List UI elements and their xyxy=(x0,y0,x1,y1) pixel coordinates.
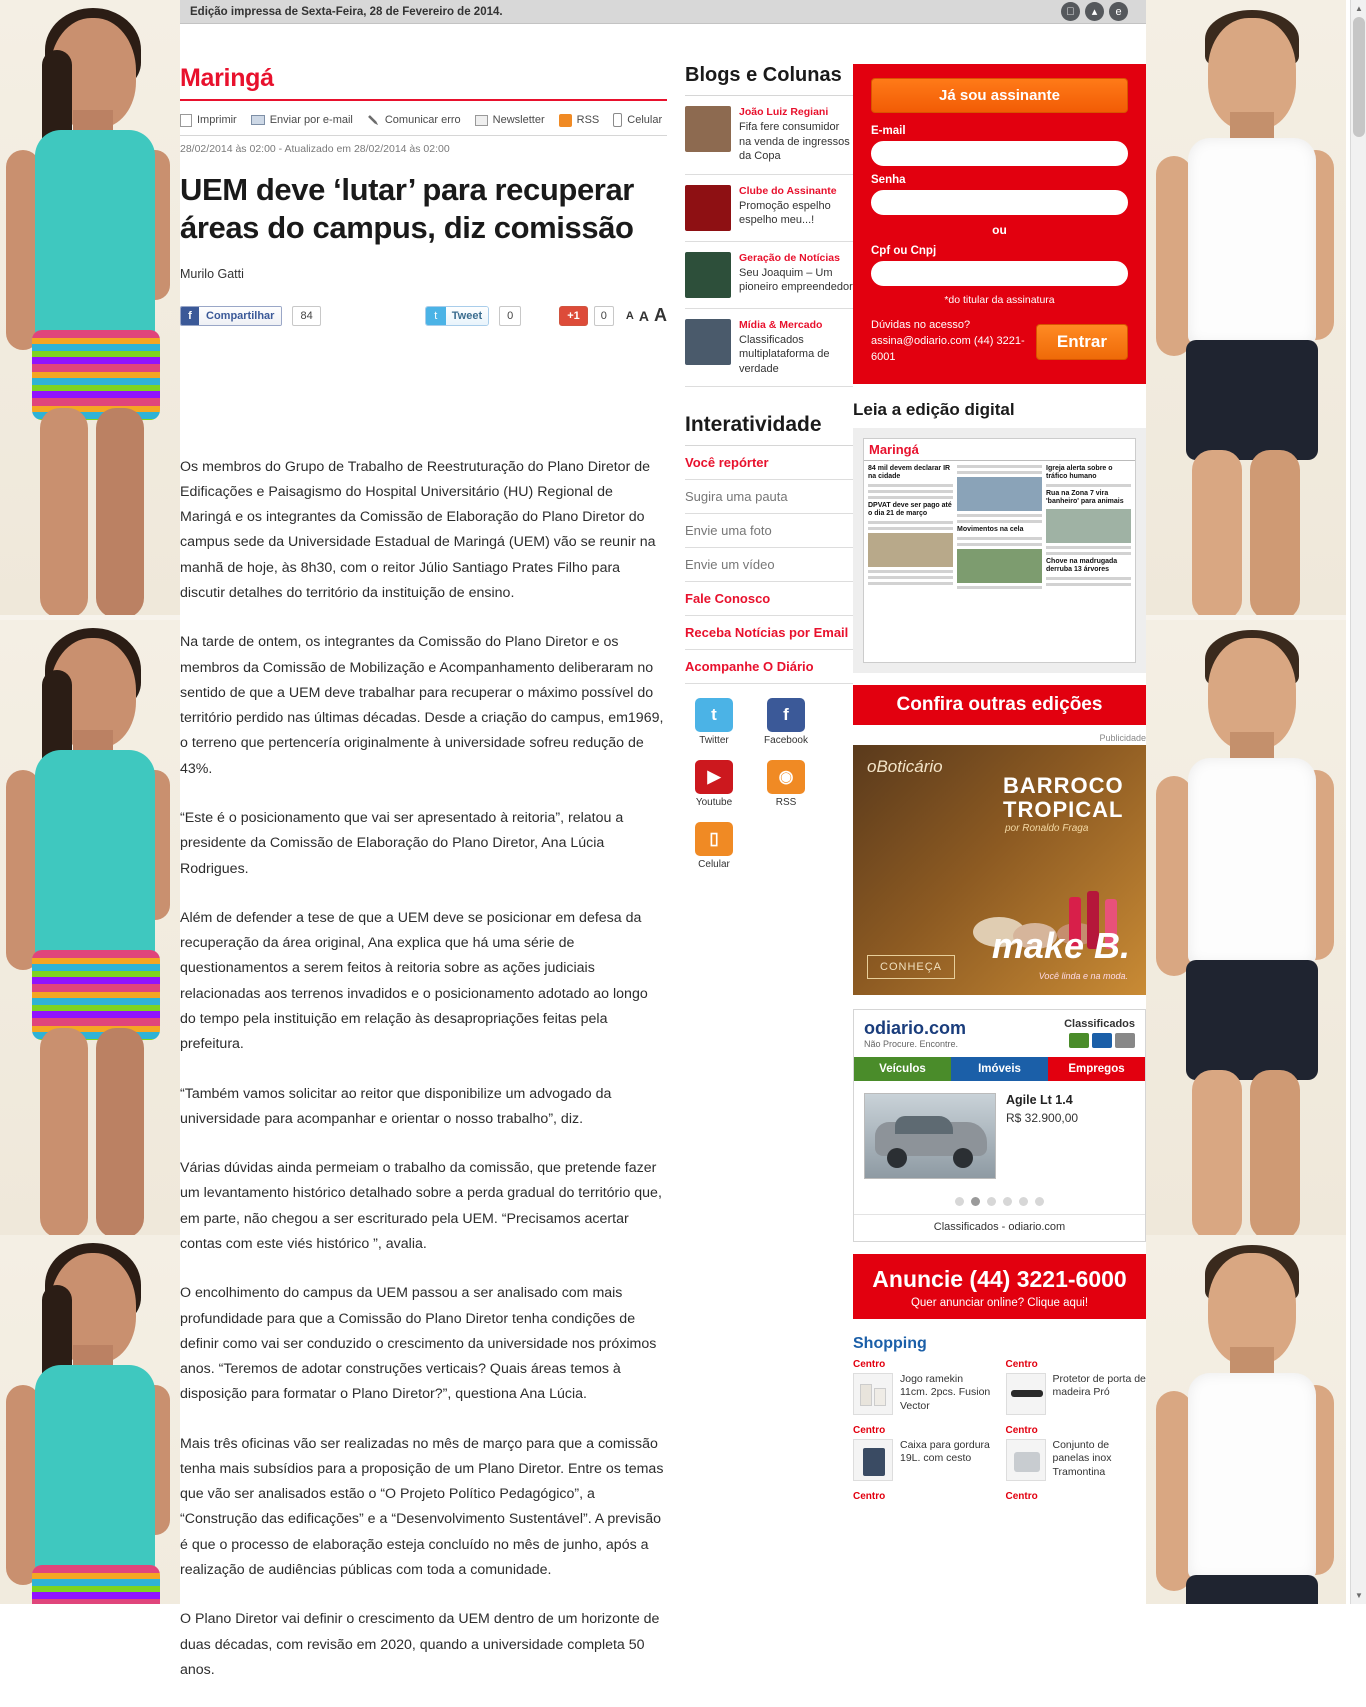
article-column xyxy=(180,24,685,1707)
social-label: Celular xyxy=(698,859,730,871)
tab-imoveis[interactable]: Imóveis xyxy=(951,1057,1048,1081)
sidebar-middle xyxy=(685,24,853,1707)
senha-label: Senha xyxy=(871,174,906,186)
article-paragraph: Na tarde de ontem, os integrantes da Comissão do Plano Diretor e os membros da Comissão de Mobilização e Acompanhamento deliberaram no sentido de que a UEM deve trabalhar para recuperar o máximo possível do território perdido nas últimas décadas. Desde a criação do campus, em1969, o terreno que pertencería originalmente à universidade sofreu redução de 43%. xyxy=(180,634,664,777)
article-paragraph: Mais três oficinas vão ser realizadas no mês de março para que a comissão tenha mais subsídios para a proposição de um Plano Diretor. Entre os temas que vão ser analisados estão o “O Projeto Político Pedagógico”, a “Construção das edificações” e a “Desenvolvimento Sustentável”. A previsão é que o processo de elaboração esteja concluído no mês de junho, após a realização de audiências públicas com toda a comunidade. xyxy=(180,1435,664,1579)
twitter-icon: t xyxy=(426,306,446,326)
blog-description: Seu Joaquim – Um pioneiro empreendedor xyxy=(739,266,853,294)
product-name: Conjunto de panelas inox Tramontina xyxy=(1052,1438,1112,1479)
email-label: E-mail xyxy=(871,125,906,137)
odiario-logo xyxy=(864,1018,966,1039)
youtube-icon: ▶ xyxy=(695,760,733,794)
shopping-cell[interactable] xyxy=(1006,1425,1147,1481)
anuncie-banner[interactable] xyxy=(853,1254,1146,1319)
link-receba-noticias[interactable]: Receba Notícias por Email xyxy=(685,616,853,650)
mobile-tool[interactable] xyxy=(613,113,662,127)
article-paragraph: Os membros do Grupo de Trabalho de Reestruturação do Plano Diretor de Edificações e Paisagismo do Hospital Universitário (HU) Regional de Maringá e os integrantes da Comissão de Elaboração do Plano Diretor do campus sede da Universidade Estadual de Maringá (UEM) vão se reunir na manhã de hoje, às 8h30, com o reitor Júlio Santiago Prates Filho para discutir detalhes do território da instituição de ensino. xyxy=(180,458,656,602)
car-icon xyxy=(1069,1033,1089,1048)
list-item[interactable] xyxy=(685,96,853,175)
sidebar-right xyxy=(853,24,1146,1707)
shopping-city: Centro xyxy=(853,1358,886,1370)
link-envie-foto[interactable]: Envie uma foto xyxy=(685,514,853,548)
apple-icon[interactable] xyxy=(1061,2,1080,21)
newspaper-headline: Igreja alerta sobre o tráfico humano xyxy=(1046,464,1113,480)
shopping-cell[interactable] xyxy=(1006,1359,1147,1415)
odiario-slogan: Não Procure. Encontre. xyxy=(864,1038,959,1049)
font-size-medium-button[interactable]: A xyxy=(638,307,649,324)
digital-edition-title: Leia a edição digital xyxy=(853,399,1015,419)
cpf-field[interactable] xyxy=(871,261,1128,286)
top-bar xyxy=(180,0,1146,24)
printer-icon xyxy=(180,114,192,127)
report-error-label: Comunicar erro xyxy=(384,114,461,126)
classificados-footer-link[interactable]: Classificados - odiario.com xyxy=(854,1214,1145,1241)
print-tool[interactable] xyxy=(180,114,237,127)
blog-thumbnail xyxy=(685,106,731,152)
email-field[interactable] xyxy=(871,141,1128,166)
page-content xyxy=(180,0,1146,1678)
section-title: Maringá xyxy=(180,64,274,92)
ad-line-3: por Ronaldo Fraga xyxy=(1005,822,1089,834)
article-body xyxy=(180,345,667,1684)
boticario-logo: oBoticário xyxy=(867,756,943,776)
social-label: Twitter xyxy=(699,735,729,747)
newspaper-headline: 84 mil devem declarar IR na cidade xyxy=(868,464,951,480)
email-tool[interactable] xyxy=(251,114,353,126)
article-paragraph: Várias dúvidas ainda permeiam o trabalho da comissão, que pretende fazer um levantamento histórico detalhado sobre a perda gradual do território que, em parte, não chegou a ser escriturado pela UEM. “Precisamos acertar contas com este viés histórico ”, avalia. xyxy=(180,1160,662,1252)
interatividade-title: Interatividade xyxy=(685,413,822,437)
social-twitter[interactable] xyxy=(685,698,743,746)
article-dateline: 28/02/2014 às 02:00 - Atualizado em 28/02/2014 às 02:00 xyxy=(180,143,450,155)
newsletter-label: Newsletter xyxy=(492,114,545,126)
pencil-icon xyxy=(364,111,382,129)
shopping-city: Centro xyxy=(853,1424,886,1436)
blog-author: Geração de Notícias xyxy=(739,251,840,264)
blog-description: Fifa fere consumidor na venda de ingressos da Copa xyxy=(739,121,850,163)
newspaper-headline: DPVAT deve ser pago até o dia 21 de março xyxy=(868,501,952,517)
social-rss[interactable] xyxy=(757,760,815,808)
classificados-tabs xyxy=(854,1057,1145,1081)
rss-label: RSS xyxy=(576,114,600,126)
blog-thumbnail xyxy=(685,252,731,298)
share-row xyxy=(180,305,667,327)
article-paragraph: O Plano Diretor vai definir o crescimento da UEM dentro de um horizonte de duas décadas, com revisão em 2020, quando a universidade completa 50 anos. xyxy=(180,1611,660,1678)
shopping-cell[interactable] xyxy=(853,1491,994,1505)
social-label: RSS xyxy=(775,797,797,809)
scroll-down-arrow[interactable]: ▼ xyxy=(1351,1587,1366,1604)
product-name: Caixa para gordura 19L. com cesto xyxy=(900,1438,990,1465)
blog-description: Promoção espelho espelho meu...! xyxy=(739,199,831,227)
product-name: Jogo ramekin 11cm. 2pcs. Fusion Vector xyxy=(900,1372,991,1413)
mobile-label: Celular xyxy=(627,114,663,126)
mobile-icon: ▯ xyxy=(695,822,733,856)
shopping-title: Shopping xyxy=(853,1334,927,1352)
carousel-dots xyxy=(854,1191,1145,1214)
facebook-share-label: Compartilhar xyxy=(199,306,281,326)
rss-icon xyxy=(559,114,572,127)
classified-car-photo[interactable] xyxy=(864,1093,996,1179)
tweet-count: 0 xyxy=(499,306,521,326)
link-envie-video[interactable]: Envie um vídeo xyxy=(685,548,853,582)
carousel-dot[interactable] xyxy=(971,1197,980,1206)
link-voce-reporter[interactable]: Você repórter xyxy=(685,446,853,480)
font-size-large-button[interactable]: A xyxy=(654,305,667,326)
social-youtube[interactable] xyxy=(685,760,743,808)
tab-empregos[interactable]: Empregos xyxy=(1048,1057,1145,1081)
edition-date-text: Edição impressa de Sexta-Feira, 28 de Fevereiro de 2014. xyxy=(190,5,503,18)
article-paragraph: O encolhimento do campus da UEM passou a ser analisado com mais profundidade para que a Comissão do Plano Diretor tenha condições de definir como vai ser conduzido o crescimento da universidade nos próximos anos. “Teremos de adotar construções verticais? Quais áreas temos à disposição para formatar o Plano Diretor?”, questiona Ana Lúcia. xyxy=(180,1285,657,1403)
article-paragraph: “Também vamos solicitar ao reitor que disponibilize um advogado da universidade para acompanhar e orientar o nosso trabalho”, diz. xyxy=(180,1085,612,1127)
subscriber-login-box xyxy=(853,64,1146,384)
help-text: Dúvidas no acesso? assina@odiario.com (44) 3221-6001 xyxy=(871,319,1025,363)
list-item[interactable] xyxy=(685,175,853,242)
ad-line-2: TROPICAL xyxy=(1003,796,1124,822)
twitter-icon: t xyxy=(695,698,733,732)
ad-line-1: BARROCO xyxy=(1003,772,1124,798)
shopping-city: Centro xyxy=(1005,1490,1038,1502)
briefcase-icon xyxy=(1115,1033,1135,1048)
rss-tool[interactable] xyxy=(559,114,600,127)
social-celular[interactable] xyxy=(685,822,743,870)
advertisement-boticario[interactable] xyxy=(853,745,1146,995)
blog-author: João Luiz Regiani xyxy=(739,106,829,118)
classificados-widget xyxy=(853,1009,1146,1242)
tweet-label: Tweet xyxy=(446,306,488,326)
carousel-dot[interactable] xyxy=(1019,1197,1028,1206)
anuncie-sub: Quer anunciar online? Clique aqui! xyxy=(910,1296,1089,1309)
shopping-city: Centro xyxy=(853,1490,886,1502)
article-paragraph: Além de defender a tese de que a UEM deve se posicionar em defesa da recuperação da área original, Ana explica que há uma série de questionamentos a serem feitos à reitoria sobre as ações judiciais relacionadas aos terrenos invadidos e o posicionamento adotado ao longo do tempo pela instituição em relação às desapropriações feitas pela prefeitura. xyxy=(180,909,648,1053)
newsletter-icon xyxy=(475,115,488,126)
entrar-button[interactable]: Entrar xyxy=(1036,324,1128,360)
ad-tagline: Você linda e na moda. xyxy=(1038,970,1128,981)
blog-author: Clube do Assinante xyxy=(739,184,837,197)
blog-thumbnail xyxy=(685,185,731,231)
shopping-city: Centro xyxy=(1005,1424,1038,1436)
cpf-note: *do titular da assinatura xyxy=(944,294,1055,306)
runner-female-3 xyxy=(0,1235,180,1604)
link-acompanhe-diario[interactable]: Acompanhe O Diário xyxy=(685,650,853,684)
list-item[interactable] xyxy=(685,309,853,388)
product-thumbnail xyxy=(853,1373,893,1415)
classified-item-price: R$ 32.900,00 xyxy=(1006,1110,1079,1125)
cpf-label: Cpf ou Cnpj xyxy=(871,245,937,257)
confira-outras-edicoes-button[interactable]: Confira outras edições xyxy=(853,685,1146,725)
shopping-city: Centro xyxy=(1005,1358,1038,1370)
report-error-tool[interactable] xyxy=(367,114,461,127)
blogs-title: Blogs e Colunas xyxy=(685,64,842,86)
ad-cta-button[interactable]: CONHEÇA xyxy=(867,955,955,979)
newspaper-headline: Movimentos na cela xyxy=(957,525,1024,533)
google-plus-count: 0 xyxy=(594,306,614,326)
ja-sou-assinante-button[interactable]: Já sou assinante xyxy=(871,78,1128,113)
list-item[interactable] xyxy=(685,242,853,309)
app-store-icons xyxy=(1061,2,1146,21)
ad-make-logo: make B. xyxy=(991,924,1130,966)
google-plus-button[interactable] xyxy=(559,306,588,326)
anuncie-phone: Anuncie (44) 3221-6000 xyxy=(872,1265,1127,1292)
social-links xyxy=(685,684,845,870)
facebook-share-count: 84 xyxy=(292,306,320,326)
tab-veiculos[interactable]: Veículos xyxy=(854,1057,951,1081)
e-icon[interactable]: e xyxy=(1109,2,1128,21)
scrollbar-thumb[interactable] xyxy=(1353,17,1365,137)
facebook-share-button[interactable] xyxy=(180,306,282,326)
carousel-dot[interactable] xyxy=(1003,1197,1012,1206)
page-title: UEM deve ‘lutar’ para recuperar áreas do campus, diz comissão xyxy=(180,172,634,245)
article-paragraph: “Este é o posicionamento que vai ser apresentado à reitoria”, relatou a presidente da Comissão de Elaboração do Plano Diretor, Ana Lúcia Rodrigues. xyxy=(180,810,624,877)
ou-text: ou xyxy=(992,223,1007,237)
carousel-dot[interactable] xyxy=(1035,1197,1044,1206)
runner-female-2 xyxy=(0,620,180,1235)
carousel-dot[interactable] xyxy=(955,1197,964,1206)
shopping-cell[interactable] xyxy=(853,1425,994,1481)
skin-ad-right[interactable] xyxy=(1146,0,1346,1604)
blog-description: Classificados multiplataforma de verdade xyxy=(739,333,830,375)
font-size-controls xyxy=(626,305,667,326)
password-field[interactable] xyxy=(871,190,1128,215)
social-label: Facebook xyxy=(764,735,808,747)
product-thumbnail xyxy=(853,1439,893,1481)
digital-edition-box[interactable] xyxy=(853,428,1146,673)
twitter-tweet-button[interactable] xyxy=(425,306,489,326)
print-label: Imprimir xyxy=(197,114,237,126)
envelope-icon xyxy=(251,115,265,125)
newspaper-headline: Rua na Zona 7 vira 'banheiro' para animais xyxy=(1046,489,1124,505)
article-tools xyxy=(180,101,667,135)
mobile-icon xyxy=(613,113,622,127)
runner-male-1 xyxy=(1146,0,1346,615)
link-fale-conosco[interactable]: Fale Conosco xyxy=(685,582,853,616)
facebook-icon: f xyxy=(181,306,199,326)
runner-female-1 xyxy=(0,0,180,615)
skin-ad-left[interactable] xyxy=(0,0,180,1604)
scroll-up-arrow[interactable]: ▲ xyxy=(1351,0,1366,17)
newspaper-headline: Chove na madrugada derruba 13 árvores xyxy=(1046,558,1118,574)
font-size-small-button[interactable]: A xyxy=(625,309,634,322)
runner-male-2 xyxy=(1146,620,1346,1235)
shopping-cell[interactable] xyxy=(853,1359,994,1415)
product-thumbnail xyxy=(1006,1439,1046,1481)
publicidade-label: Publicidade xyxy=(1099,732,1146,743)
product-name: Protetor de porta de madeira Pró xyxy=(1052,1372,1146,1399)
shopping-cell[interactable] xyxy=(1006,1491,1147,1505)
social-facebook[interactable] xyxy=(757,698,815,746)
classified-item-name: Agile Lt 1.4 xyxy=(1006,1092,1073,1107)
classificados-label: Classificados xyxy=(1064,1018,1135,1031)
newspaper-masthead: Maringá xyxy=(864,439,1135,461)
blog-thumbnail xyxy=(685,319,731,365)
odiario-logo-text: odiario.com xyxy=(864,1017,967,1038)
shopping-grid xyxy=(853,1359,1146,1505)
rss-icon: ◉ xyxy=(767,760,805,794)
house-icon xyxy=(1092,1033,1112,1048)
blog-author: Mídia & Mercado xyxy=(739,318,823,331)
scrollbar[interactable] xyxy=(1350,0,1366,1604)
runner-male-3 xyxy=(1146,1235,1346,1604)
android-icon[interactable]: ▴ xyxy=(1085,2,1104,21)
social-label: Youtube xyxy=(695,797,733,809)
google-plus-label: +1 xyxy=(567,309,580,322)
email-label: Enviar por e-mail xyxy=(269,114,353,126)
facebook-icon: f xyxy=(767,698,805,732)
article-byline: Murilo Gatti xyxy=(180,266,244,281)
newsletter-tool[interactable] xyxy=(475,114,545,126)
carousel-dot[interactable] xyxy=(987,1197,996,1206)
newspaper-preview[interactable] xyxy=(863,438,1136,663)
product-thumbnail xyxy=(1006,1373,1046,1415)
link-sugira-pauta[interactable]: Sugira uma pauta xyxy=(685,480,853,514)
